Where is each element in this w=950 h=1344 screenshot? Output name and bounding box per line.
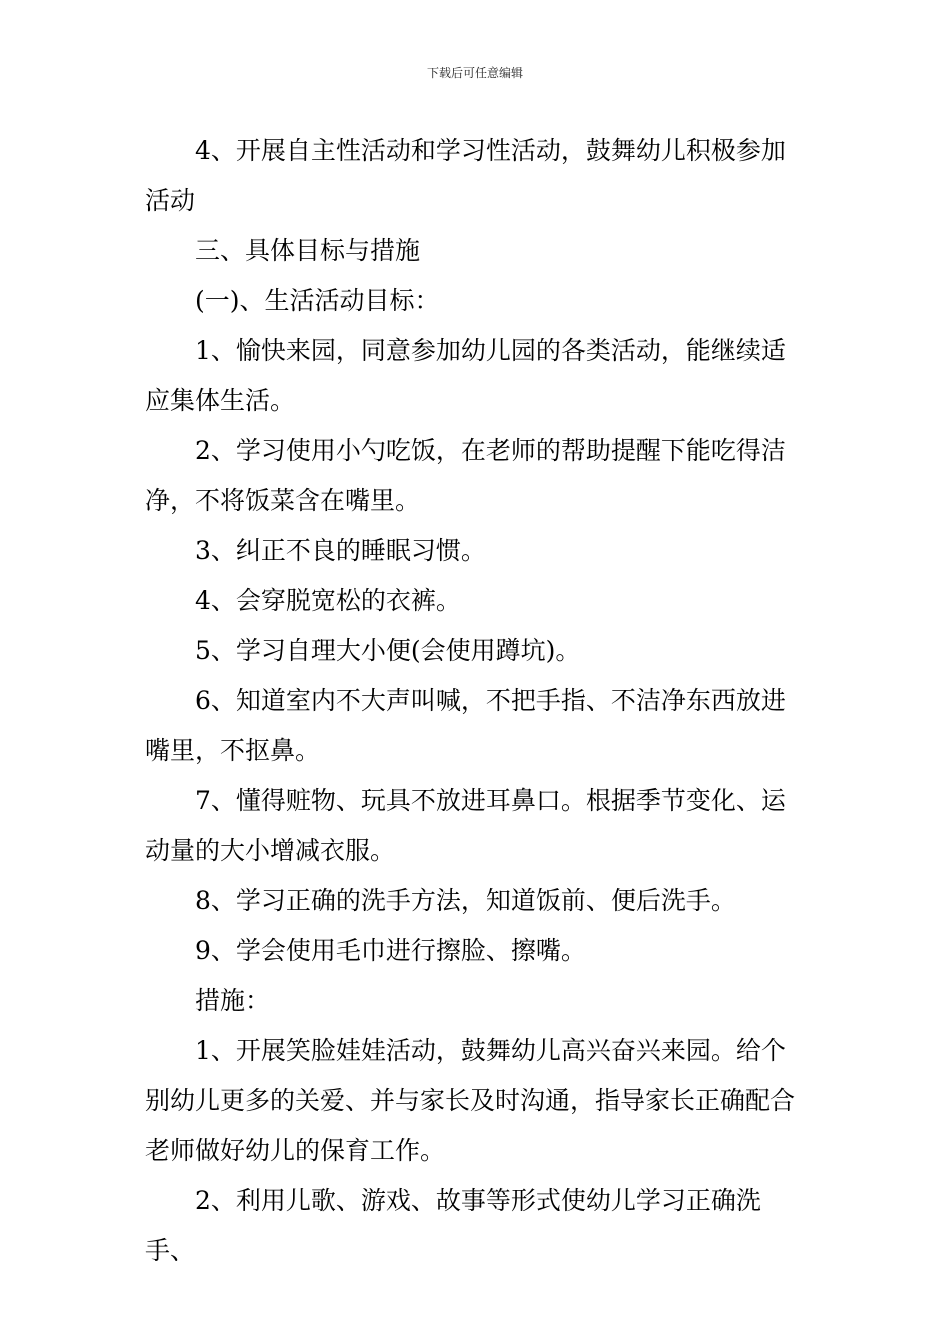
page-header-note: 下载后可任意编辑 [426, 66, 523, 80]
measure-item-1: 1、开展笑脸娃娃活动，鼓舞幼儿高兴奋兴来园。给个别幼儿更多的关爱、并与家长及时沟通，指导家长正确配合老师做好幼儿的保育工作。 [145, 1036, 796, 1165]
goal-item-3: 3、纠正不良的睡眠习惯。 [195, 536, 486, 565]
goal-item-2: 2、学习使用小勺吃饭，在老师的帮助提醒下能吃得洁净，不将饭菜含在嘴里。 [145, 436, 786, 515]
goal-item-8: 8、学习正确的洗手方法，知道饭前、便后洗手。 [195, 886, 736, 915]
goal-item-9: 9、学会使用毛巾进行擦脸、擦嘴。 [195, 936, 586, 965]
section-heading-goals-measures: 三、具体目标与措施 [195, 236, 421, 265]
goal-item-5: 5、学习自理大小便(会使用蹲坑)。 [195, 636, 581, 665]
goal-item-7: 7、懂得赃物、玩具不放进耳鼻口。根据季节变化、运动量的大小增减衣服。 [145, 786, 786, 865]
measure-item-2: 2、利用儿歌、游戏、故事等形式使幼儿学习正确洗手、 [145, 1186, 761, 1265]
document-body [145, 126, 810, 1276]
goal-item-4: 4、会穿脱宽松的衣裤。 [195, 586, 461, 615]
measures-heading: 措施： [195, 986, 271, 1015]
goal-item-6: 6、知道室内不大声叫喊，不把手指、不洁净东西放进嘴里，不抠鼻。 [145, 686, 786, 765]
goal-item-1: 1、愉快来园，同意参加幼儿园的各类活动，能继续适应集体生活。 [145, 336, 786, 415]
subsection-heading-life-activity-goals: (一)、生活活动目标： [195, 286, 440, 315]
paragraph-activity-4: 4、开展自主性活动和学习性活动，鼓舞幼儿积极参加活动 [145, 136, 786, 215]
